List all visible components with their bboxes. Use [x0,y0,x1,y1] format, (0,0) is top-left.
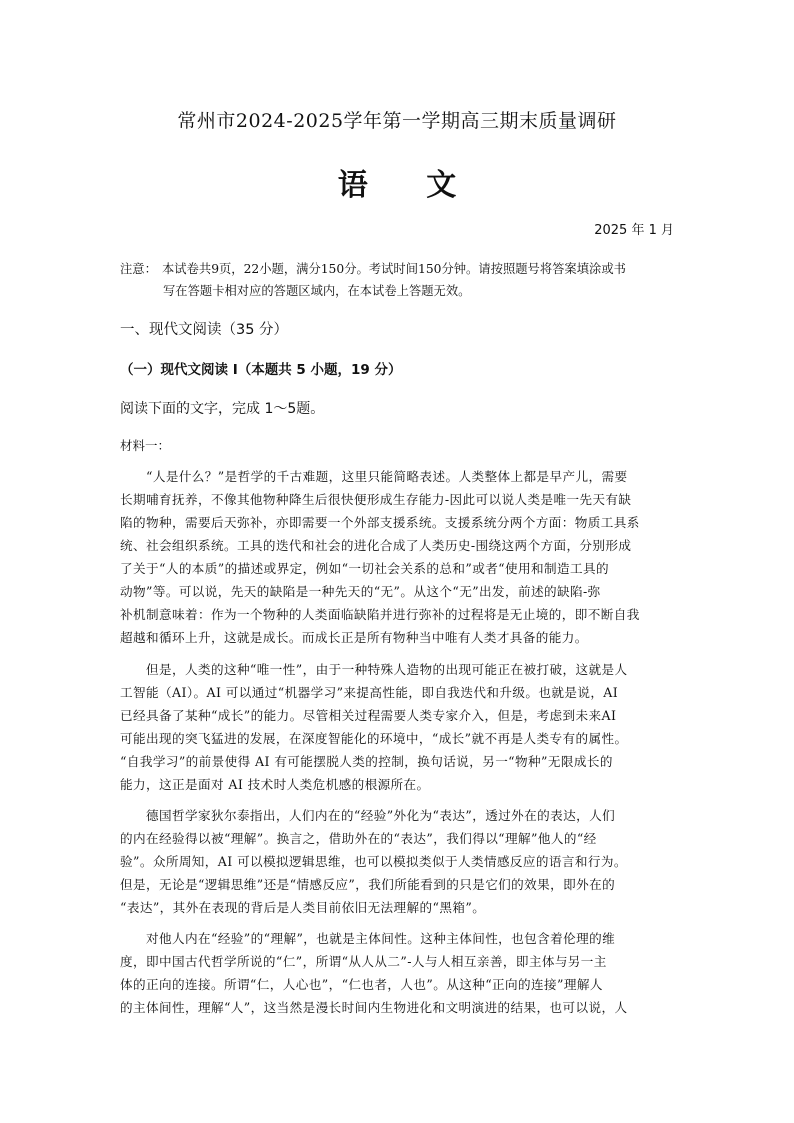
paragraph-line: 能力，这正是面对 AI 技术时人类危机感的根源所在。 [120,777,430,792]
paragraph-line: 超越和循环上升，这就是成长。而成长正是所有物种当中唯有人类才具备的能力。 [120,630,588,645]
paragraph-line: “表达”，其外在表现的背后是人类目前依旧无法理解的“黑箱”。 [120,900,486,915]
notice-text-1: 本试卷共9页，22小题，满分150分。考试时间150分钟。请按照题号将答案填涂或书 [162,262,626,276]
exam-date: 2025 年 1 月 [594,223,674,238]
paragraph-line: 度，即中国古代哲学所说的“仁”，所谓“从人从二”-人与人相互亲善，即主体与另一主 [120,954,607,969]
paragraph-line: 动物”等。可以说，先天的缺陷是一种先天的“无”。从这个“无”出发，前述的缺陷-弥 [120,584,601,599]
notice-label: 注意： [120,262,157,276]
paragraph-line: 了关于“人的本质”的描述或界定，例如“一切社会关系的总和”或者“使用和制造工具的 [120,561,609,576]
paragraph-line: 验”。众所周知，AI 可以模拟逻辑思维，也可以模拟类似于人类情感反应的语言和行为。 [120,854,627,869]
subject-title: 语 文 [337,168,481,203]
paragraph-line: “人是什么？”是哲学的千古难题，这里只能简略表述。人类整体上都是早产儿，需要 [120,469,628,484]
paragraph-line: 对他人内在“经验”的“理解”，也就是主体间性。这种主体间性，也包含着伦理的维 [120,931,616,946]
paragraph-line: 工智能（AI）。AI 可以通过“机器学习”来提高性能，即自我迭代和升级。也就是说，AI [120,685,619,700]
paragraph-line: 补机制意味着：作为一个物种的人类面临缺陷并进行弥补的过程将是无止境的，即不断自我 [120,607,640,622]
paragraph-line: 体的正向的连接。所谓“仁，人心也”，“仁也者，人也”。从这种“正向的连接”理解人 [120,977,603,992]
paragraph-line: 可能出现的突飞猛进的发展，在深度智能化的环境中，“成长”就不再是人类专有的属性。 [120,731,628,746]
paragraph-3 [120,804,676,919]
paragraph-line: 但是，无论是“逻辑思维”还是“情感反应”，我们所能看到的只是它们的效果，即外在的 [120,877,616,892]
paragraph-1 [120,465,676,649]
material-label: 材料一： [120,438,171,453]
paragraph-line: 统、社会组织系统。工具的迭代和社会的进化合成了人类历史-围绕这两个方面，分别形成 [120,538,632,553]
paragraph-line: 已经具备了某种“成长”的能力。尽管相关过程需要人类专家介入，但是，考虑到未来AI [120,708,617,723]
paragraph-line: 的内在经验得以被“理解”。换言之，借助外在的“表达”，我们得以“理解”他人的“经 [120,831,597,846]
section-heading: 一、现代文阅读（35 分） [120,322,289,338]
notice-text-2: 写在答题卡相对应的答题区域内，在本试卷上答题无效。 [163,284,471,298]
paragraph-line: “自我学习”的前景使得 AI 有可能摆脱人类的控制，换句话说，另一“物种”无限成长的 [120,754,613,769]
paragraph-line: 但是，人类的这种“唯一性”，由于一种特殊人造物的出现可能正在被打破，这就是人 [120,662,628,677]
exam-title: 常州市2024-2025学年第一学期高三期末质量调研 [177,110,617,132]
paragraph-line: 德国哲学家狄尔泰指出，人们内在的“经验”外化为“表达”，透过外在的表达，人们 [120,808,616,823]
reading-instruction: 阅读下面的文字，完成 1～5题。 [120,401,325,417]
paragraph-line: 长期哺育抚养，不像其他物种降生后很快便形成生存能力-因此可以说人类是唯一先天有缺 [120,492,632,507]
paragraph-line: 的主体间性，理解“人”，这当然是漫长时间内生物进化和文明演进的结果，也可以说，人 [120,1000,628,1015]
paragraph-2 [120,658,676,796]
paragraph-line: 陷的物种，需要后天弥补，亦即需要一个外部支援系统。支援系统分两个方面：物质工具系 [120,515,640,530]
paragraph-4 [120,927,676,1019]
notice-line-1 [120,258,680,280]
subsection-heading: （一）现代文阅读 I（本题共 5 小题，19 分） [120,362,402,378]
exam-notice [120,258,680,302]
